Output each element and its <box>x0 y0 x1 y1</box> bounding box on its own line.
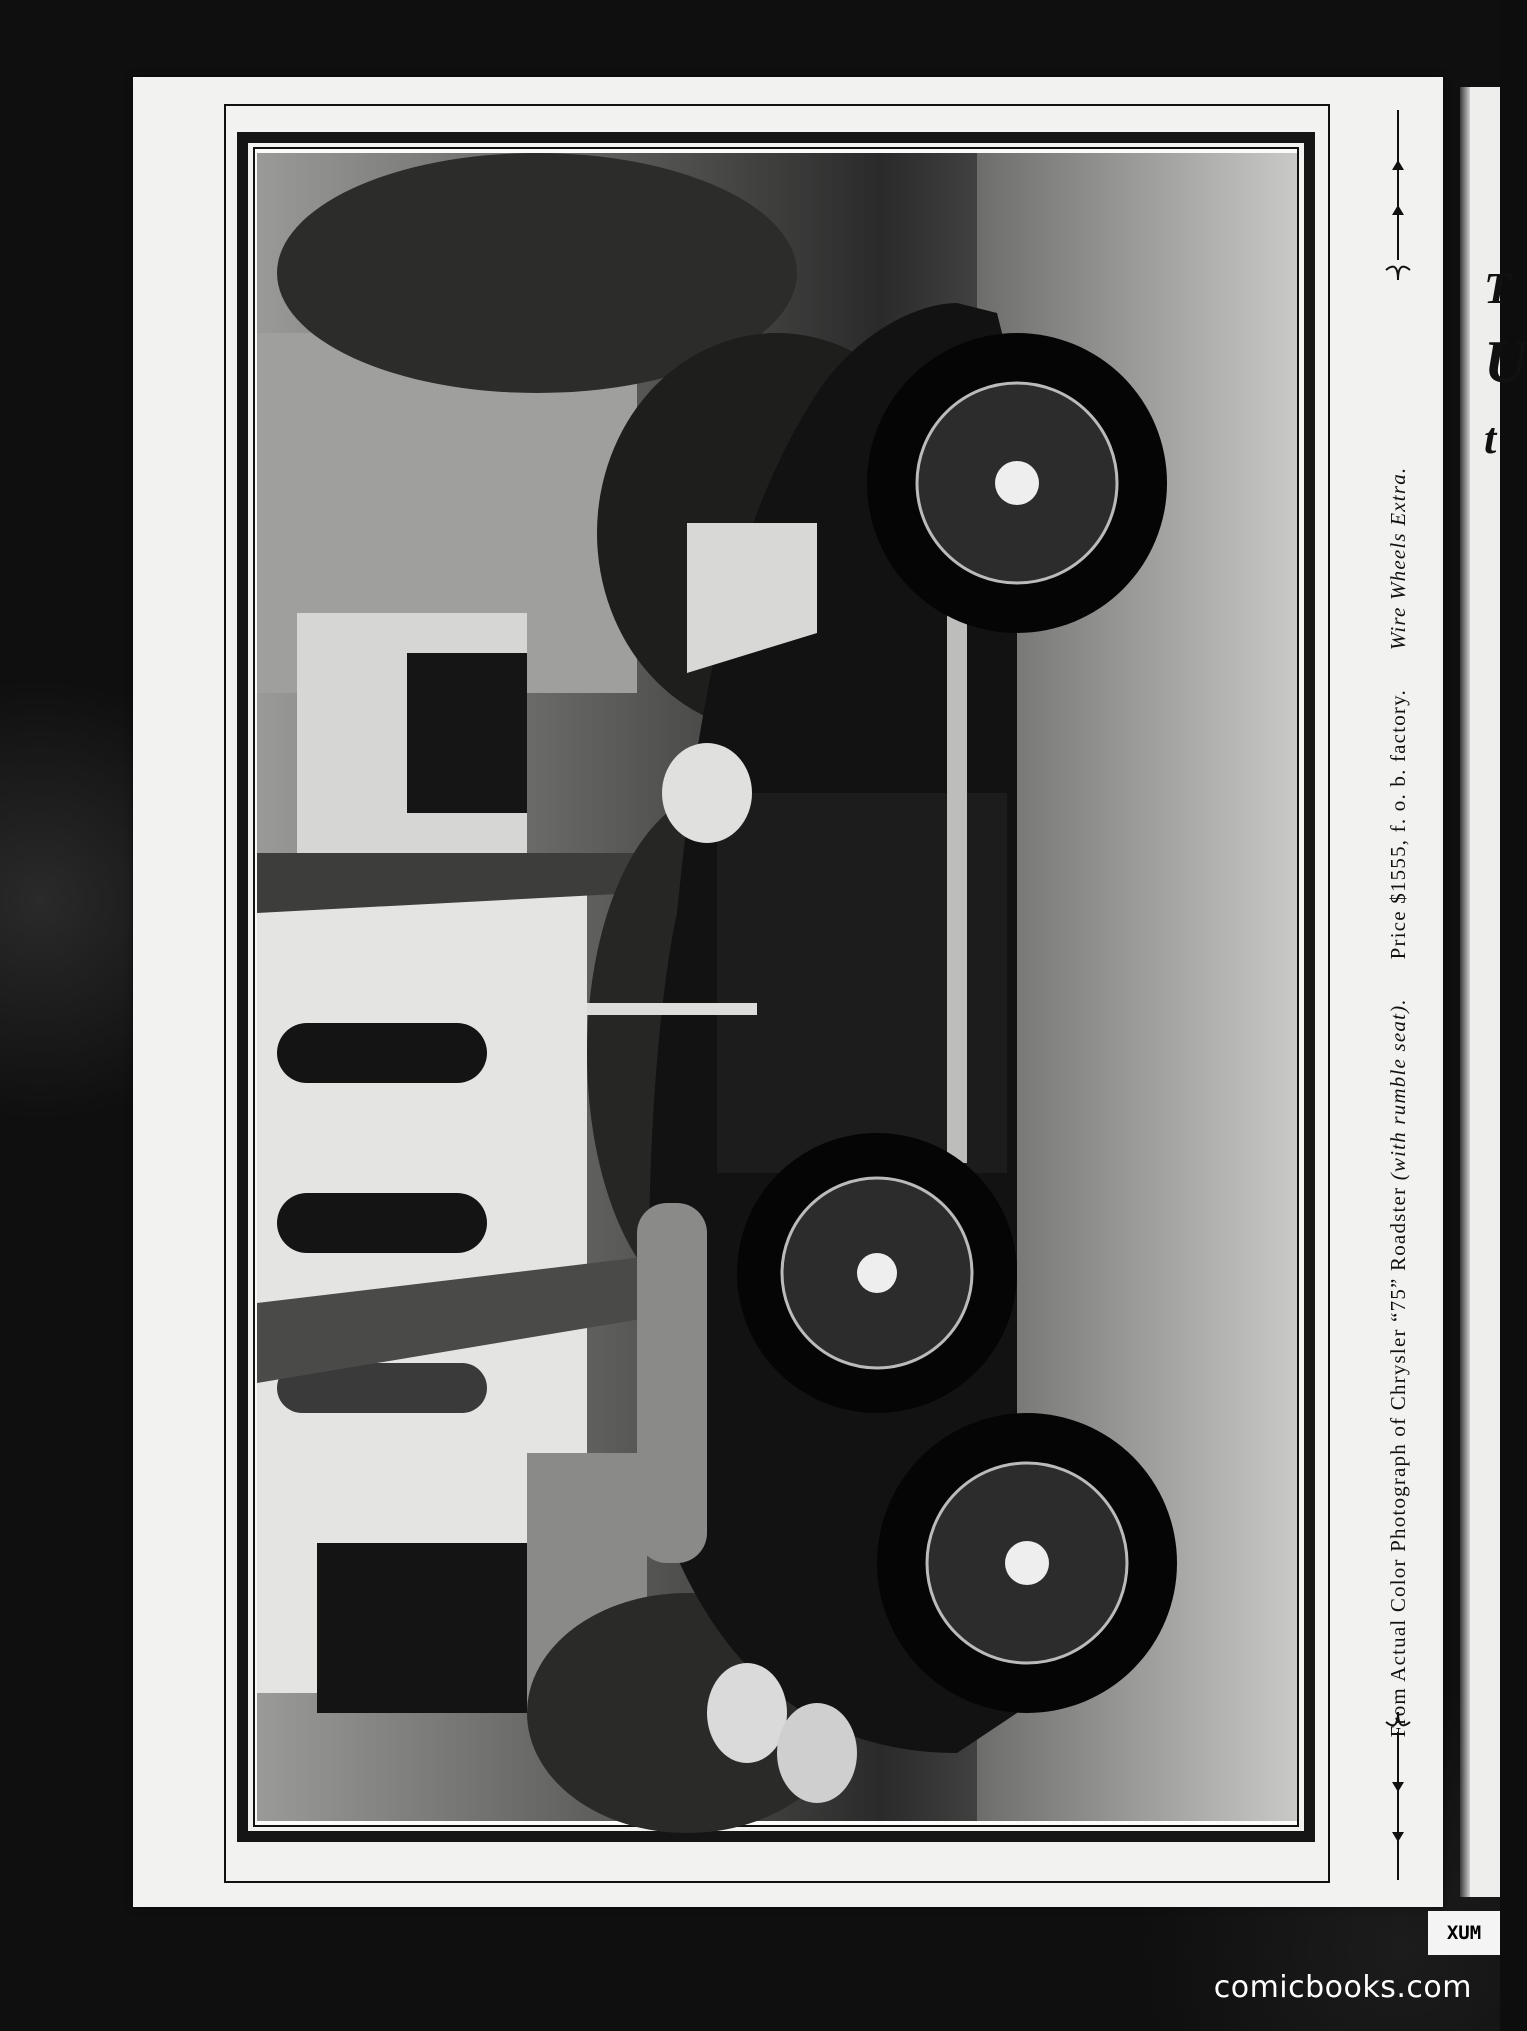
book-gutter <box>1460 87 1470 1897</box>
archive-badge: XUM <box>1428 1911 1500 1955</box>
arched-window-2 <box>277 1193 487 1253</box>
facing-text-fragment-1: T <box>1484 264 1511 313</box>
middle-wheel <box>737 1133 1017 1413</box>
gateway-opening <box>407 653 527 813</box>
front-wheel <box>877 1413 1177 1713</box>
watermark: comicbooks.com <box>1213 1970 1472 2005</box>
caption-price: Price $1555, f. o. b. factory. <box>1386 689 1410 960</box>
caption-wire-wheels: Wire Wheels Extra. <box>1386 466 1410 651</box>
headlamp-1 <box>707 1663 787 1763</box>
top-ornament-icon <box>1382 110 1414 290</box>
photo-caption <box>1380 322 1416 1882</box>
facing-text-fragment-2: U <box>1484 329 1527 395</box>
running-board-trim <box>947 603 967 1163</box>
roadster-photograph <box>257 153 1297 1821</box>
facing-page-edge <box>1460 87 1527 1897</box>
rear-wheel <box>867 333 1167 633</box>
arched-window-1 <box>277 1023 487 1083</box>
engine-hood-highlight <box>637 1203 707 1563</box>
roadster-photo-svg <box>257 153 1297 1821</box>
driver-figure <box>662 743 752 843</box>
headlamp-2 <box>777 1703 857 1803</box>
caption-rumble-seat: (with rumble seat). <box>1386 998 1410 1181</box>
windshield-frame <box>587 1003 757 1015</box>
caption-source: From Actual Color Photograph of Chrysler “75” Roadster <box>1386 1186 1410 1738</box>
facing-text-fragment-3: t <box>1484 414 1497 463</box>
